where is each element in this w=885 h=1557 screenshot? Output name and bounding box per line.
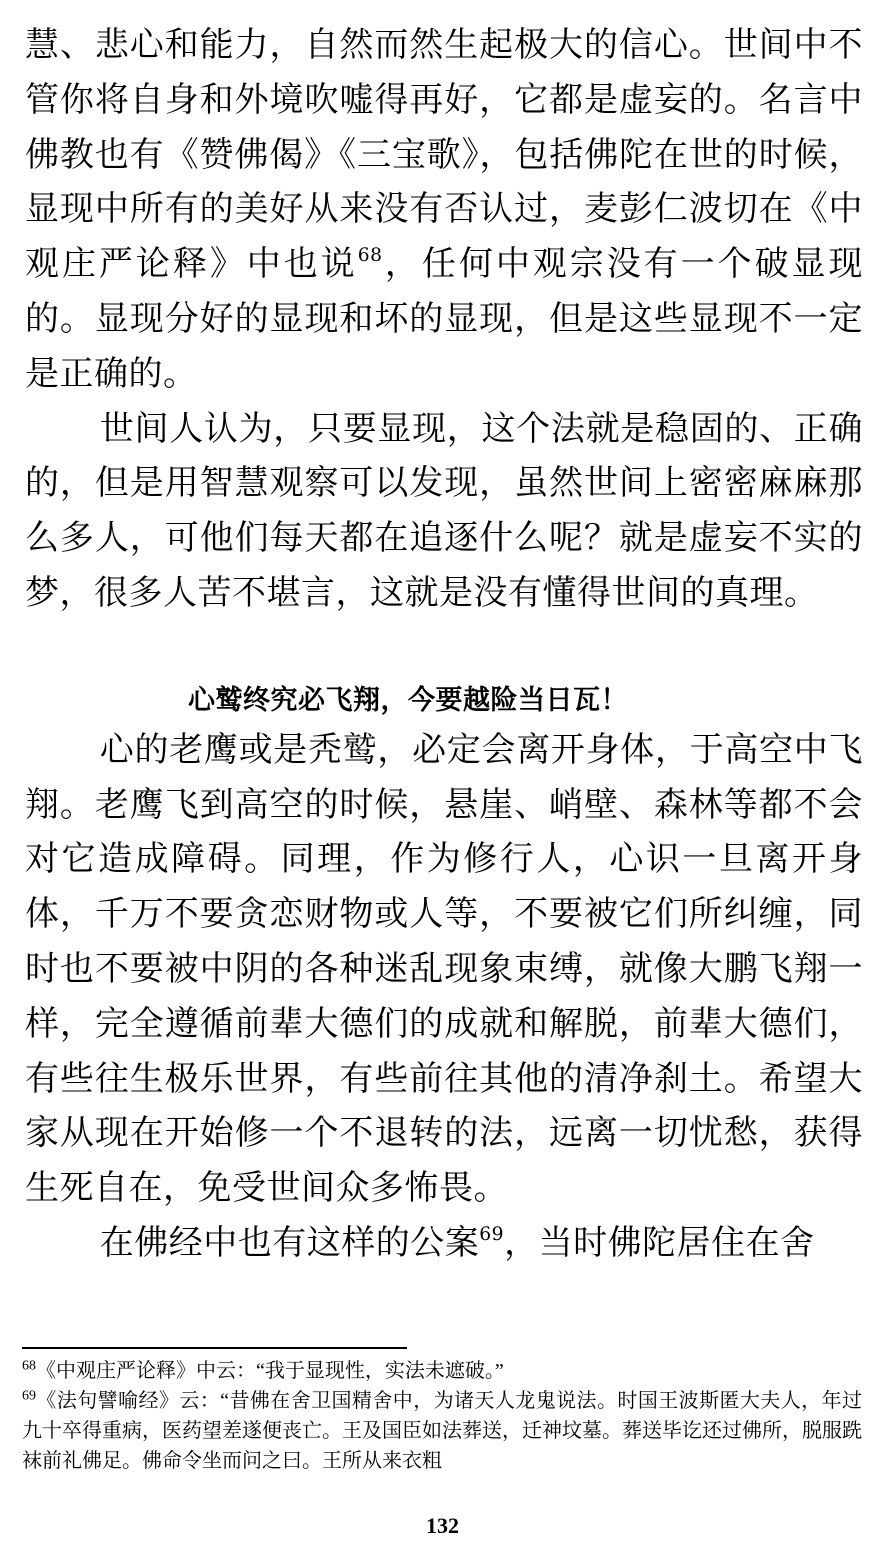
footnote-text: 《法句譬喻经》云：“昔佛在舍卫国精舍中，为诸天人龙鬼说法。时国王波斯匿大夫人，年过九十卒得重病，医药望差遂便丧亡。王及国臣如法葬送，迁神坟墓。葬送毕讫还过佛所，脱服跣袜前礼佛足。佛命令坐而问之曰。王所从来衣粗: [22, 1390, 862, 1472]
paragraph-2: 世间人认为，只要显现，这个法就是稳固的、正确的，但是用智慧观察可以发现，虽然世间上密密麻麻那么多人，可他们每天都在追逐什么呢？就是虚妄不实的梦，很多人苦不堪言，这就是没有懂得世间的真理。: [25, 408, 863, 613]
footnote-text: 《中观庄严论释》中云：“我于显现性，实法未遮破。”: [36, 1360, 504, 1382]
paragraph-4-text-a: 在佛经中也有这样的公案: [99, 1222, 480, 1263]
footnote-divider: [22, 1347, 407, 1349]
footnote-69: [22, 1386, 862, 1476]
paragraph-4: [25, 1216, 863, 1271]
footnote-68: [22, 1356, 862, 1386]
paragraph-1-text-b: ，任何中观宗没有一个破显现的。显现分好的显现和坏的显现，但是这些显现不一定是正确的。: [25, 244, 864, 394]
paragraph-1: [25, 18, 863, 402]
footnote-number: 69: [22, 1388, 36, 1404]
section-heading: 心鹫终究必飞翔，今要越险当日瓦！: [188, 684, 628, 716]
main-text: [25, 18, 863, 1271]
paragraph-1-text-a: 慧、悲心和能力，自然而然生起极大的信心。世间中不管你将自身和外境吹嘘得再好，它都是虚妄的。名言中佛教也有《赞佛偈》《三宝歌》，包括佛陀在世的时候，显现中所有的美好从来没有否认过，麦彭仁波切在《中观庄严论释》中也说: [25, 25, 863, 285]
paragraph-3: 心的老鹰或是秃鹫，必定会离开身体，于高空中飞翔。老鹰飞到高空的时候，悬崖、峭壁、森林等都不会对它造成障碍。同理，作为修行人，心识一旦离开身体，千万不要贪恋财物或人等，不要被它们所纠缠，同时也不要被中阴的各种迷乱现象束缚，就像大鹏飞翔一样，完全遵循前辈大德们的成就和解脱，前辈大德们，有些往生极乐世界，有些前往其他的清净刹土。希望大家从现在开始修一个不退转的法，远离一切忧愁，获得生死自在，免受世间众多怖畏。: [25, 729, 863, 1209]
footnotes: [22, 1356, 862, 1476]
page-number: 132: [426, 1513, 459, 1538]
paragraph-4-text-b: ，当时佛陀居住在舍: [504, 1222, 815, 1263]
footnote-ref-69[interactable]: 69: [479, 1223, 505, 1245]
footnote-ref-68[interactable]: 68: [357, 245, 383, 267]
footnote-number: 68: [22, 1358, 36, 1374]
section-spacer: [25, 621, 863, 679]
